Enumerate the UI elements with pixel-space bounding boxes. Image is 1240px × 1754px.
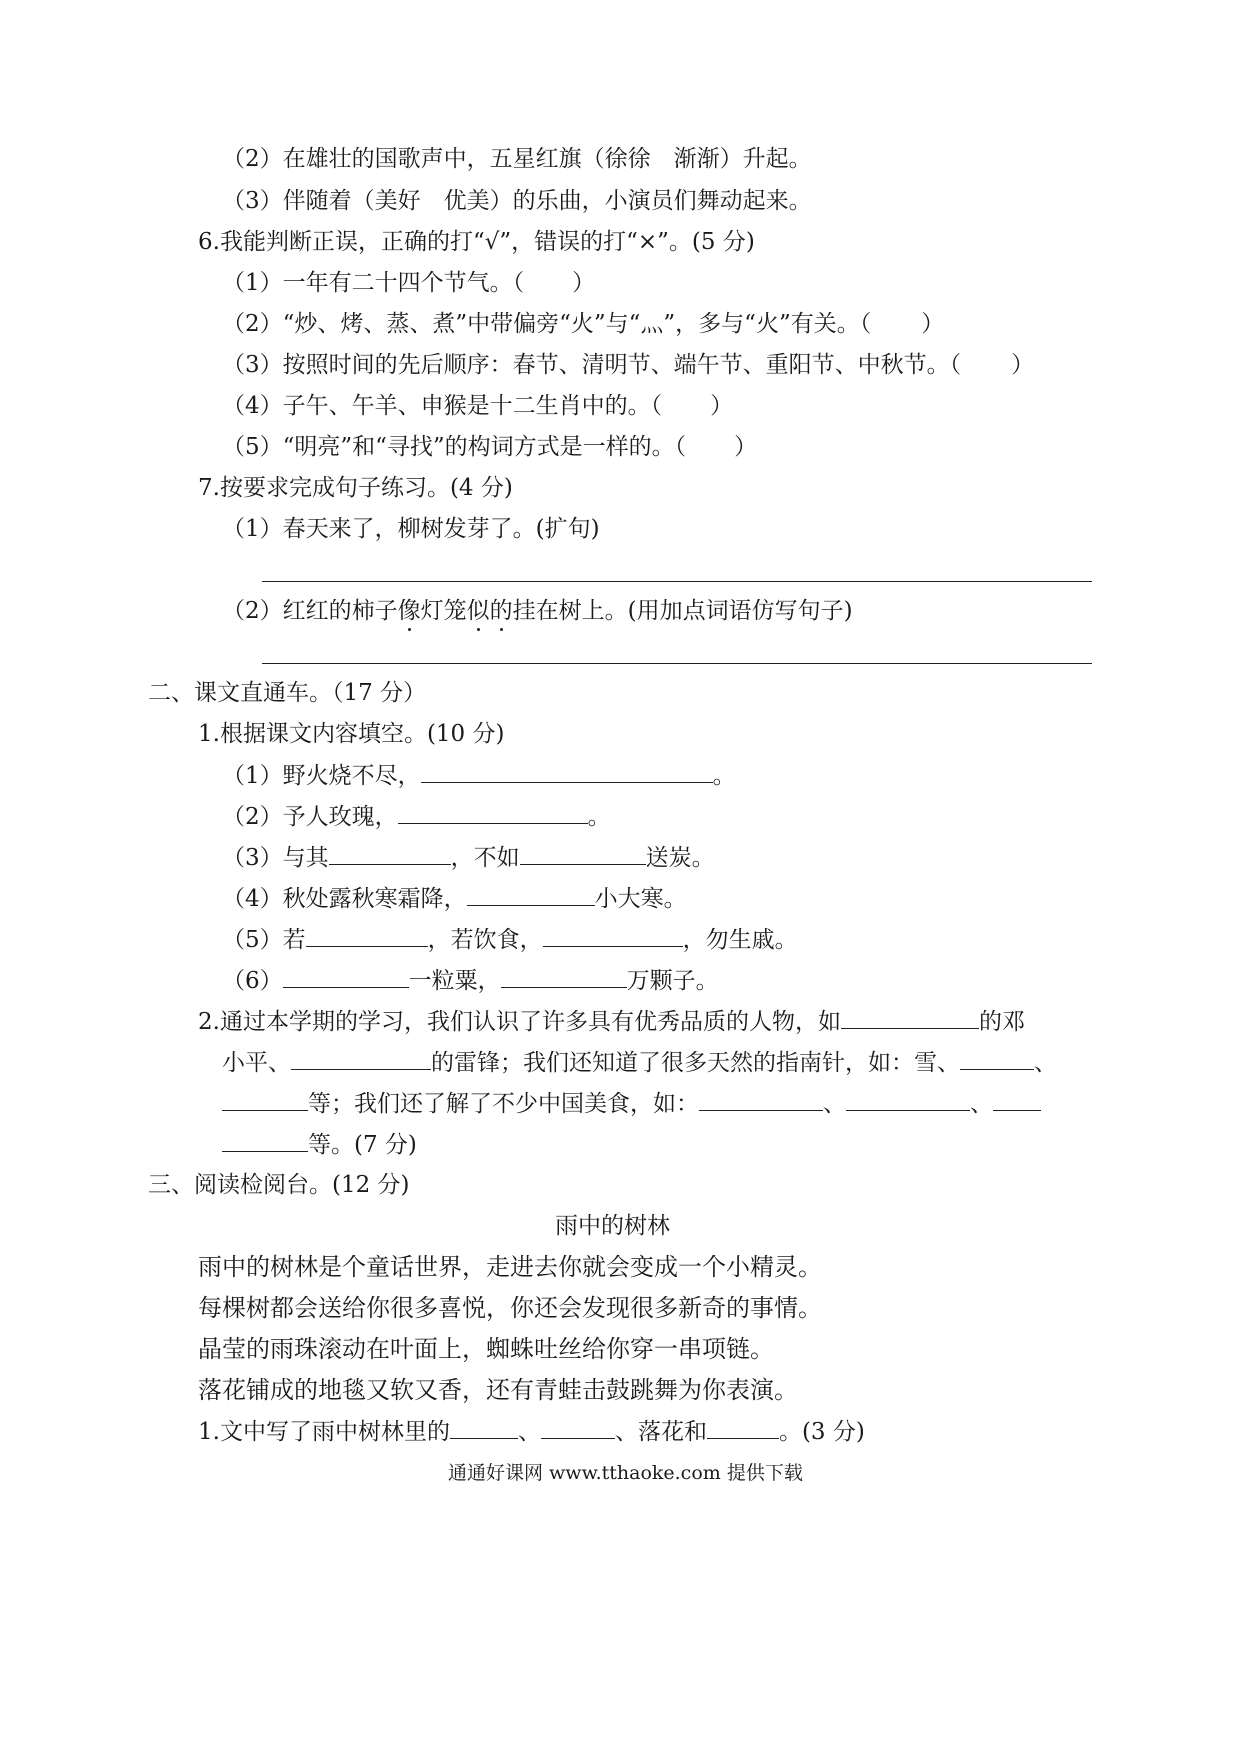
fill-text: （6） — [222, 968, 283, 994]
answer-paren-close: ） — [572, 270, 596, 296]
fill-blank[interactable] — [543, 924, 683, 947]
fill-blank[interactable] — [960, 1047, 1034, 1070]
fill-text: 小大寒。 — [594, 886, 687, 912]
fill-blank[interactable] — [993, 1088, 1041, 1111]
fill-text: 小平、 — [222, 1050, 291, 1076]
answer-paren-close: ） — [1011, 352, 1035, 378]
fill-blank[interactable] — [467, 883, 595, 906]
q7-s2-text: 灯笼 — [420, 598, 467, 624]
fill-blank[interactable] — [421, 760, 713, 783]
q7-s2-text: （2）红红的柿子 — [222, 598, 398, 624]
s2-q2-line-2 — [222, 1047, 1057, 1078]
fill-text: （4）秋处露秋寒霜降， — [222, 886, 467, 912]
fill-text: 的雷锋；我们还知道了很多天然的指南针，如：雪、 — [431, 1050, 960, 1076]
fill-blank[interactable] — [541, 1416, 615, 1439]
page-footer: 通通好课网 www.tthaoke.com 提供下载 — [448, 1462, 803, 1484]
fill-blank[interactable] — [306, 924, 428, 947]
passage-title: 雨中的树林 — [555, 1213, 670, 1239]
q6-item-text: （4）子午、午羊、申猴是十二生肖中的。 — [222, 393, 651, 419]
fill-blank[interactable] — [222, 1088, 308, 1111]
passage-line-3: 晶莹的雨珠滚动在叶面上，蜘蛛吐丝给你穿一串项链。 — [198, 1335, 774, 1363]
q6-title: 6.我能判断正误，正确的打“√”，错误的打“×”。(5 分) — [198, 229, 755, 255]
q6-item-text: （2）“炒、烤、蒸、煮”中带偏旁“火”与“灬”，多与“火”有关。 — [222, 311, 860, 337]
s2-q1-line-2 — [222, 801, 611, 832]
fill-blank[interactable] — [398, 801, 588, 824]
s2-q2-line-1 — [198, 1006, 1025, 1037]
s2-q1-line-5 — [222, 924, 798, 955]
q6-item-text: （1）一年有二十四个节气。 — [222, 270, 513, 296]
answer-line[interactable] — [262, 581, 1092, 582]
fill-text: ，不如 — [450, 845, 520, 871]
answer-paren-open: （ — [512, 270, 525, 296]
s2-q1-line-4 — [222, 883, 687, 914]
fill-text: 、 — [970, 1091, 993, 1117]
fill-blank[interactable] — [329, 842, 451, 865]
q6-item-2 — [222, 309, 944, 339]
fill-text: （1）野火烧不尽， — [222, 763, 421, 789]
q7-s2-text: 挂在树上。(用加点词语仿写句子) — [512, 598, 853, 624]
fill-blank[interactable] — [699, 1088, 823, 1111]
fill-text: 。 — [712, 763, 736, 789]
fill-blank[interactable] — [501, 965, 627, 988]
fill-text: 等；我们还了解了不少中国美食，如： — [308, 1091, 699, 1117]
s2-q2-line-3 — [222, 1088, 1041, 1119]
fill-text: 等。(7 分) — [308, 1132, 417, 1158]
answer-paren-open: （ — [674, 434, 687, 460]
fill-text: 。(3 分) — [778, 1419, 865, 1445]
q5-sentence-2: （2）在雄壮的国歌声中，五星红旗（徐徐 渐渐）升起。 — [222, 146, 812, 172]
q6-item-1 — [222, 268, 595, 298]
answer-paren-open: （ — [859, 311, 872, 337]
q7-sentence-2 — [222, 596, 853, 626]
fill-text: 。 — [587, 804, 611, 830]
fill-text: 一粒粟， — [408, 968, 501, 994]
q6-item-5 — [222, 432, 757, 462]
passage-line-4: 落花铺成的地毯又软又香，还有青蛙击鼓跳舞为你表演。 — [198, 1376, 798, 1404]
s2-q1-line-1 — [222, 760, 736, 791]
fill-text: 送炭。 — [645, 845, 715, 871]
fill-blank[interactable] — [846, 1088, 970, 1111]
q6-item-text: （5）“明亮”和“寻找”的构词方式是一样的。 — [222, 434, 675, 460]
s2-q2-line-4 — [222, 1129, 417, 1160]
fill-blank[interactable] — [841, 1006, 979, 1029]
dotted-char: 的 — [489, 598, 513, 624]
fill-text: 的邓 — [978, 1009, 1025, 1035]
fill-text: 2.通过本学期的学习，我们认识了许多具有优秀品质的人物，如 — [198, 1009, 841, 1035]
fill-text: 、 — [823, 1091, 846, 1117]
q6-item-4 — [222, 391, 733, 421]
fill-blank[interactable] — [222, 1129, 308, 1152]
answer-paren-close: ） — [710, 393, 734, 419]
s2-q1-line-3 — [222, 842, 715, 873]
fill-text: ，勿生戚。 — [682, 927, 798, 953]
fill-blank[interactable] — [450, 1416, 518, 1439]
s2-q1-title: 1.根据课文内容填空。(10 分) — [198, 721, 505, 747]
q7-sentence-1: （1）春天来了，柳树发芽了。(扩句) — [222, 516, 600, 542]
answer-paren-open: （ — [949, 352, 962, 378]
passage-line-1: 雨中的树林是个童话世界，走进去你就会变成一个小精灵。 — [198, 1253, 822, 1281]
dotted-char: 似 — [466, 598, 490, 624]
fill-text: （2）予人玫瑰， — [222, 804, 398, 830]
q6-item-3 — [222, 350, 1034, 380]
answer-paren-close: ） — [921, 311, 945, 337]
passage-line-2: 每棵树都会送给你很多喜悦，你还会发现很多新奇的事情。 — [198, 1294, 822, 1322]
answer-paren-close: ） — [734, 434, 758, 460]
fill-text: （5）若 — [222, 927, 306, 953]
s2-q1-line-6 — [222, 965, 719, 996]
fill-text: 、 — [1034, 1050, 1057, 1076]
answer-paren-open: （ — [650, 393, 663, 419]
section-3-heading: 三、阅读检阅台。(12 分) — [148, 1172, 410, 1198]
fill-blank[interactable] — [291, 1047, 431, 1070]
s3-q1 — [198, 1416, 865, 1447]
dotted-char: 像 — [397, 598, 421, 624]
fill-text: 1.文中写了雨中树林里的 — [198, 1419, 450, 1445]
answer-line[interactable] — [262, 663, 1092, 664]
fill-text: ，若饮食， — [427, 927, 543, 953]
q6-item-text: （3）按照时间的先后顺序：春节、清明节、端午节、重阳节、中秋节。 — [222, 352, 950, 378]
q7-title: 7.按要求完成句子练习。(4 分) — [198, 475, 513, 501]
q5-sentence-3: （3）伴随着（美好 优美）的乐曲，小演员们舞动起来。 — [222, 188, 812, 214]
fill-blank[interactable] — [707, 1416, 779, 1439]
fill-blank[interactable] — [520, 842, 646, 865]
fill-text: （3）与其 — [222, 845, 329, 871]
fill-text: 、落花和 — [614, 1419, 707, 1445]
section-2-heading: 二、课文直通车。（17 分） — [148, 680, 427, 706]
fill-text: 万颗子。 — [626, 968, 719, 994]
fill-text: 、 — [517, 1419, 541, 1445]
fill-blank[interactable] — [283, 965, 409, 988]
